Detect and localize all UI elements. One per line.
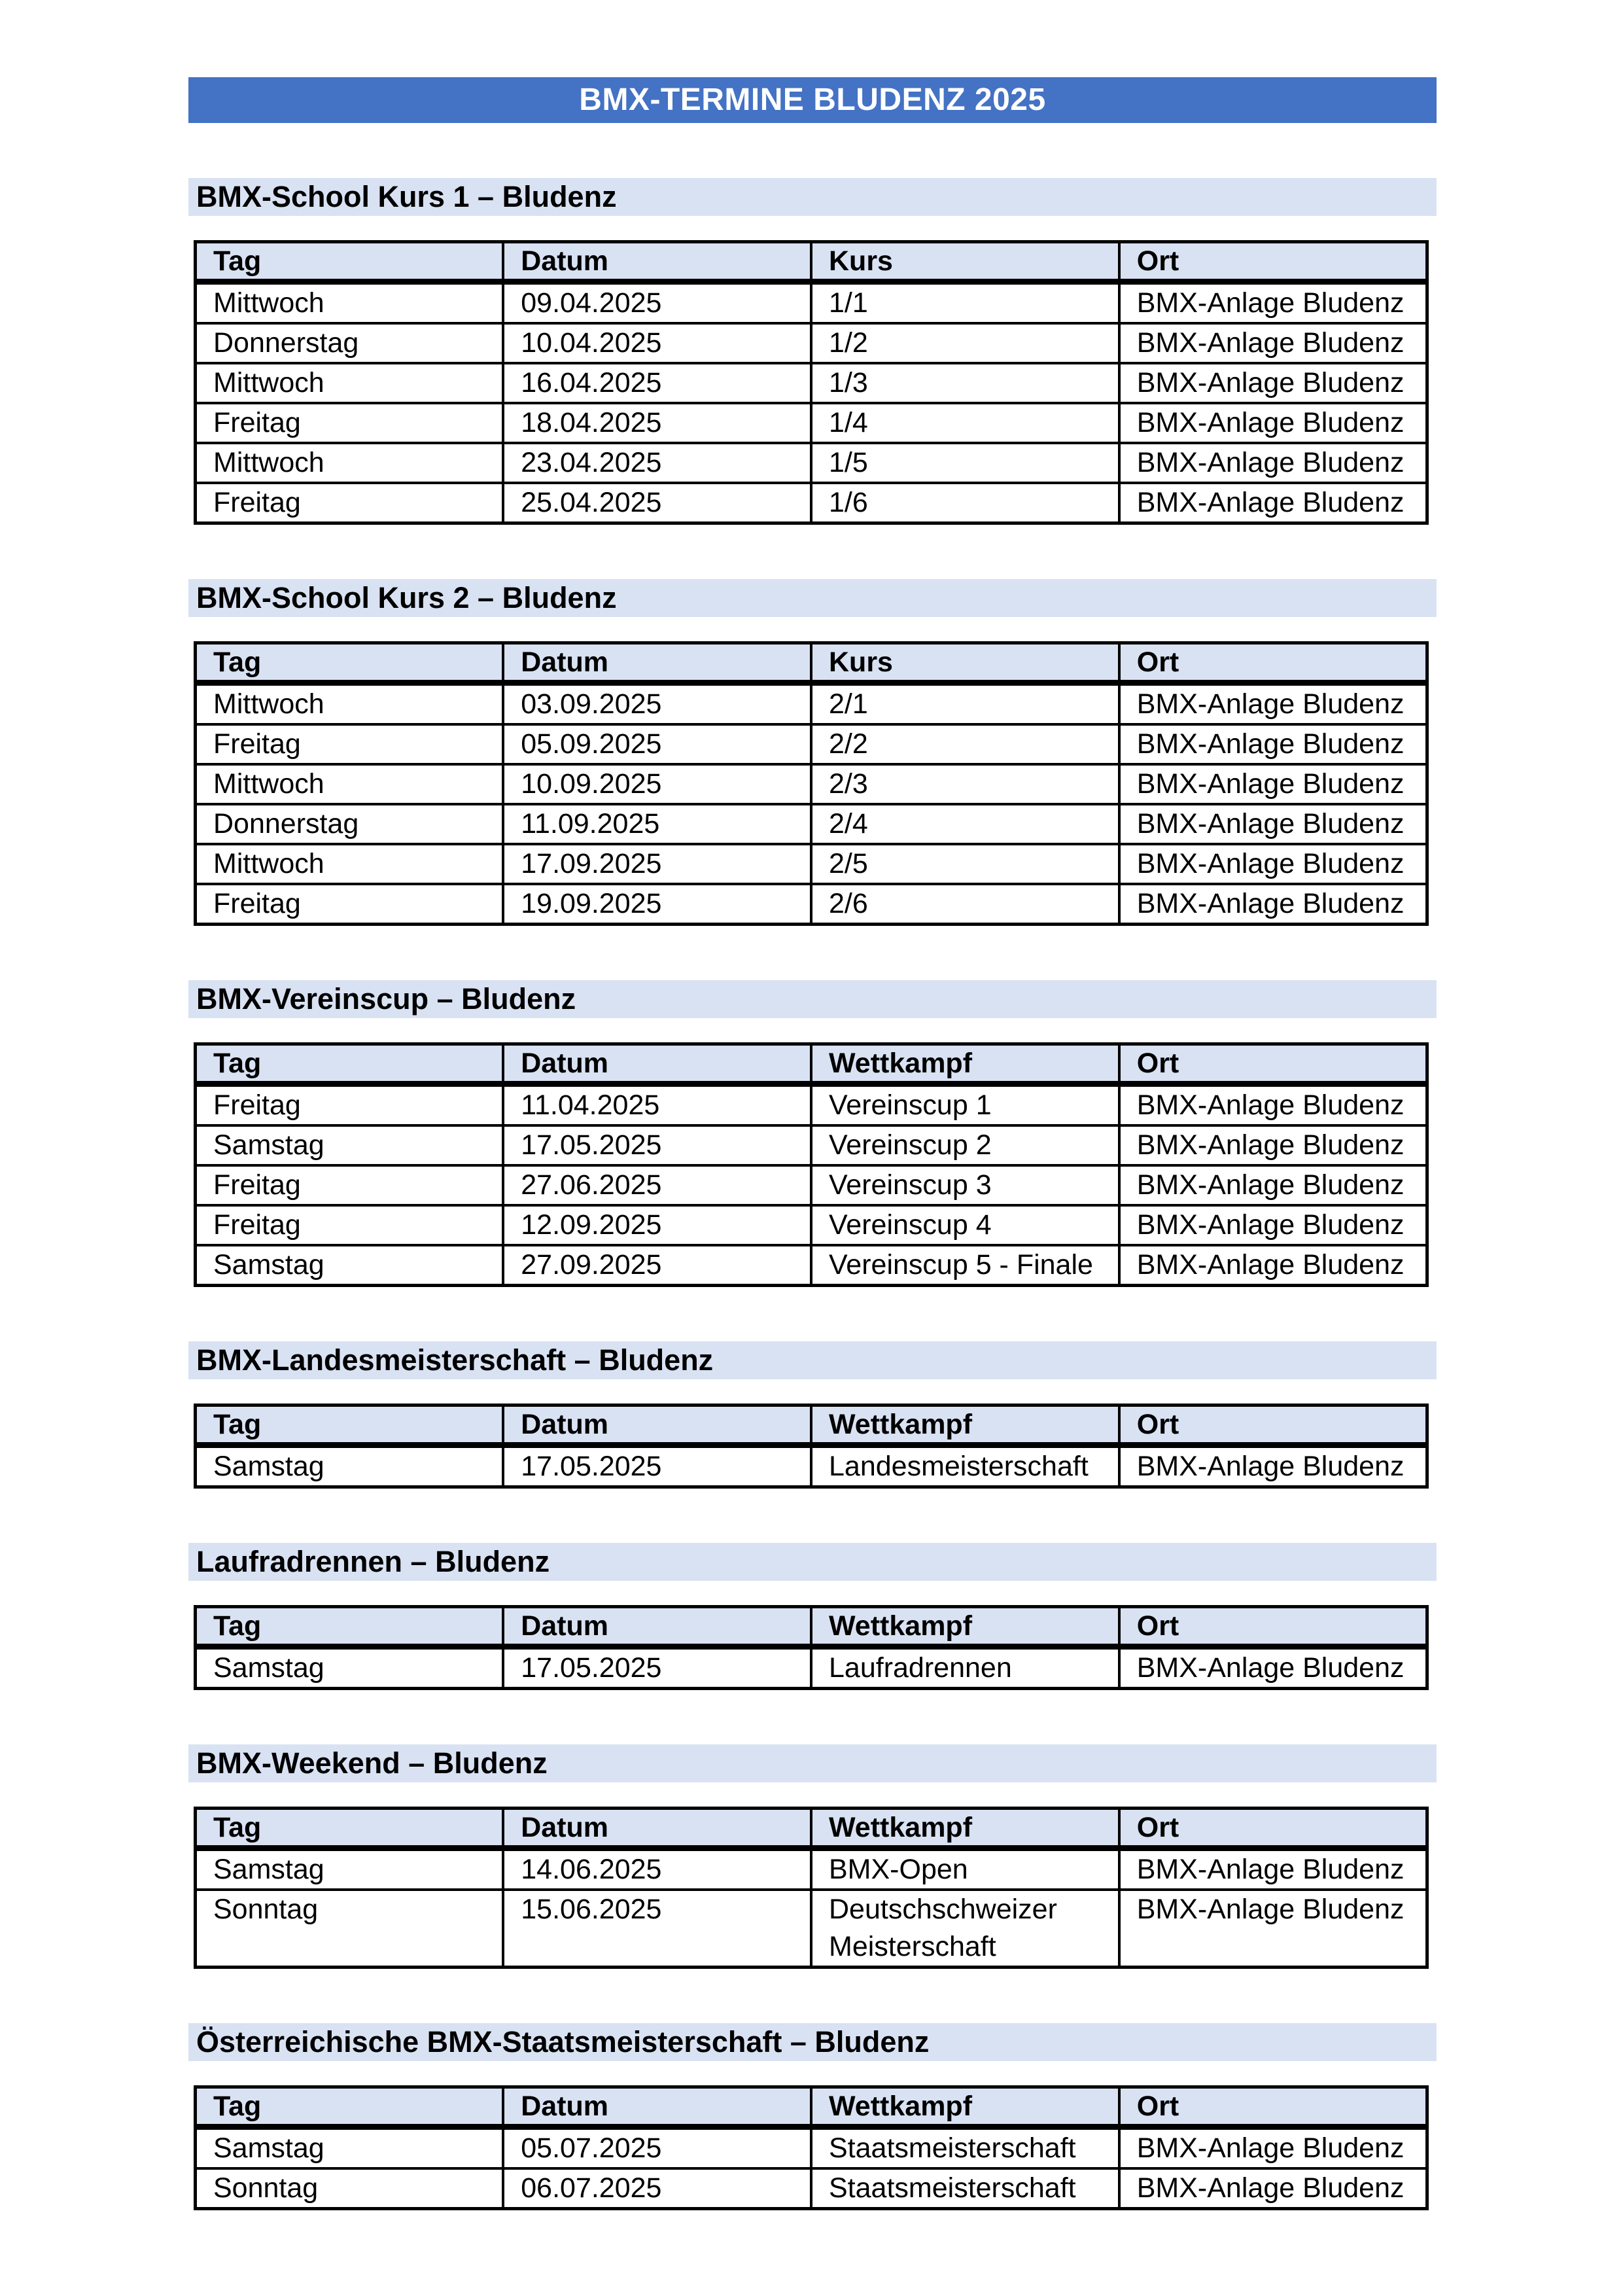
table-cell: 16.04.2025 [503, 363, 811, 403]
column-header-wettkampf: Wettkampf [811, 1809, 1119, 1848]
table-row [196, 2168, 1427, 2209]
table-cell: BMX-Anlage Bludenz [1119, 1205, 1427, 1245]
table-cell: BMX-Anlage Bludenz [1119, 724, 1427, 764]
table-row [196, 1084, 1427, 1126]
table-cell: Vereinscup 1 [811, 1084, 1119, 1126]
table-row [196, 1445, 1427, 1487]
table-cell: 27.06.2025 [503, 1165, 811, 1205]
table-cell: Sonntag [196, 1890, 504, 1968]
table-cell: BMX-Anlage Bludenz [1119, 323, 1427, 363]
table-cell: 11.04.2025 [503, 1084, 811, 1126]
table-cell: 17.09.2025 [503, 844, 811, 884]
table-cell: BMX-Anlage Bludenz [1119, 282, 1427, 324]
table-header-row [196, 2087, 1427, 2127]
column-header-tag: Tag [196, 1044, 504, 1084]
table-cell: 05.07.2025 [503, 2127, 811, 2169]
column-header-ort: Ort [1119, 1405, 1427, 1445]
table-cell: Samstag [196, 1445, 504, 1487]
table-cell: 25.04.2025 [503, 483, 811, 523]
table-cell: Freitag [196, 724, 504, 764]
table-row [196, 443, 1427, 483]
table-row [196, 282, 1427, 324]
table-row [196, 1205, 1427, 1245]
column-header-ort: Ort [1119, 242, 1427, 282]
table-head [196, 1044, 1427, 1084]
column-header-tag: Tag [196, 2087, 504, 2127]
column-header-datum: Datum [503, 643, 811, 683]
column-header-wettkampf: Wettkampf [811, 1405, 1119, 1445]
page-title: BMX-TERMINE BLUDENZ 2025 [579, 82, 1046, 117]
table-cell: 1/1 [811, 282, 1119, 324]
table-head [196, 1607, 1427, 1647]
table-cell: Deutschschweizer Meisterschaft [811, 1890, 1119, 1968]
table-cell: Samstag [196, 1125, 504, 1165]
column-header-ort: Ort [1119, 2087, 1427, 2127]
table-cell: 1/5 [811, 443, 1119, 483]
table-cell: 18.04.2025 [503, 403, 811, 443]
table-cell: 23.04.2025 [503, 443, 811, 483]
table-cell: Mittwoch [196, 363, 504, 403]
table-row [196, 483, 1427, 523]
table-cell: BMX-Anlage Bludenz [1119, 1445, 1427, 1487]
table-cell: Mittwoch [196, 844, 504, 884]
table-row [196, 1890, 1427, 1968]
table-cell: BMX-Anlage Bludenz [1119, 1125, 1427, 1165]
section-laufradrennen [188, 1543, 1437, 1690]
column-header-ort: Ort [1119, 1809, 1427, 1848]
table-header-row [196, 1405, 1427, 1445]
table-header-row [196, 1809, 1427, 1848]
table-cell: 2/2 [811, 724, 1119, 764]
table-cell: Freitag [196, 1084, 504, 1126]
column-header-wettkampf: Wettkampf [811, 2087, 1119, 2127]
table-cell: BMX-Anlage Bludenz [1119, 844, 1427, 884]
schedule-table [194, 1404, 1429, 1489]
table-body [196, 683, 1427, 925]
table-cell: Freitag [196, 1205, 504, 1245]
table-body [196, 1084, 1427, 1286]
column-header-ort: Ort [1119, 643, 1427, 683]
page-content [188, 77, 1437, 2265]
table-head [196, 2087, 1427, 2127]
table-head [196, 1405, 1427, 1445]
table-cell: Vereinscup 3 [811, 1165, 1119, 1205]
table-cell: 15.06.2025 [503, 1890, 811, 1968]
table-cell: BMX-Open [811, 1848, 1119, 1890]
table-head [196, 242, 1427, 282]
table-header-row [196, 1044, 1427, 1084]
table-head [196, 1809, 1427, 1848]
table-cell: Staatsmeisterschaft [811, 2168, 1119, 2209]
table-cell: Vereinscup 4 [811, 1205, 1119, 1245]
table-cell: BMX-Anlage Bludenz [1119, 443, 1427, 483]
spacer [188, 123, 1437, 178]
table-cell: 19.09.2025 [503, 884, 811, 925]
table-cell: BMX-Anlage Bludenz [1119, 1245, 1427, 1286]
table-cell: Laufradrennen [811, 1647, 1119, 1689]
table-cell: Freitag [196, 483, 504, 523]
table-cell: 10.09.2025 [503, 764, 811, 804]
column-header-datum: Datum [503, 242, 811, 282]
section-title: BMX-Vereinscup – Bludenz [188, 980, 1437, 1018]
table-cell: Samstag [196, 1848, 504, 1890]
table-header-row [196, 643, 1427, 683]
table-cell: 17.05.2025 [503, 1647, 811, 1689]
schedule-table [194, 1605, 1429, 1690]
schedule-table [194, 2085, 1429, 2210]
table-row [196, 764, 1427, 804]
table-row [196, 804, 1427, 844]
column-header-kurs: Kurs [811, 242, 1119, 282]
table-row [196, 363, 1427, 403]
table-cell: Samstag [196, 1245, 504, 1286]
column-header-tag: Tag [196, 1405, 504, 1445]
table-cell: Vereinscup 2 [811, 1125, 1119, 1165]
table-cell: 1/3 [811, 363, 1119, 403]
column-header-wettkampf: Wettkampf [811, 1607, 1119, 1647]
table-cell: BMX-Anlage Bludenz [1119, 1848, 1427, 1890]
table-body [196, 282, 1427, 523]
section-title: BMX-School Kurs 2 – Bludenz [188, 579, 1437, 617]
table-cell: BMX-Anlage Bludenz [1119, 1890, 1427, 1968]
table-body [196, 1445, 1427, 1487]
table-row [196, 1647, 1427, 1689]
column-header-tag: Tag [196, 242, 504, 282]
table-cell: Freitag [196, 403, 504, 443]
table-cell: 2/5 [811, 844, 1119, 884]
table-cell: Freitag [196, 884, 504, 925]
schedule-table [194, 641, 1429, 926]
table-cell: 2/1 [811, 683, 1119, 725]
table-head [196, 643, 1427, 683]
table-cell: 10.04.2025 [503, 323, 811, 363]
table-row [196, 2127, 1427, 2169]
table-cell: BMX-Anlage Bludenz [1119, 804, 1427, 844]
table-cell: 17.05.2025 [503, 1445, 811, 1487]
section-bmx-landesmeisterschaft [188, 1341, 1437, 1489]
schedule-table [194, 240, 1429, 525]
table-cell: 2/4 [811, 804, 1119, 844]
column-header-datum: Datum [503, 2087, 811, 2127]
table-row [196, 683, 1427, 725]
table-cell: BMX-Anlage Bludenz [1119, 884, 1427, 925]
table-row [196, 724, 1427, 764]
table-cell: 17.05.2025 [503, 1125, 811, 1165]
section-staatsmeisterschaft [188, 2023, 1437, 2210]
table-cell: Mittwoch [196, 764, 504, 804]
table-row [196, 884, 1427, 925]
table-cell: Mittwoch [196, 683, 504, 725]
table-cell: BMX-Anlage Bludenz [1119, 2168, 1427, 2209]
table-cell: 11.09.2025 [503, 804, 811, 844]
table-row [196, 1165, 1427, 1205]
column-header-datum: Datum [503, 1405, 811, 1445]
table-cell: 1/4 [811, 403, 1119, 443]
schedule-table [194, 1807, 1429, 1969]
column-header-ort: Ort [1119, 1607, 1427, 1647]
table-cell: BMX-Anlage Bludenz [1119, 764, 1427, 804]
table-cell: 1/2 [811, 323, 1119, 363]
column-header-datum: Datum [503, 1044, 811, 1084]
schedule-table [194, 1042, 1429, 1287]
table-cell: BMX-Anlage Bludenz [1119, 683, 1427, 725]
section-title: BMX-Landesmeisterschaft – Bludenz [188, 1341, 1437, 1379]
table-row [196, 403, 1427, 443]
table-cell: 2/6 [811, 884, 1119, 925]
table-cell: 27.09.2025 [503, 1245, 811, 1286]
table-cell: 2/3 [811, 764, 1119, 804]
column-header-tag: Tag [196, 1809, 504, 1848]
table-cell: 06.07.2025 [503, 2168, 811, 2209]
column-header-kurs: Kurs [811, 643, 1119, 683]
table-cell: Sonntag [196, 2168, 504, 2209]
table-header-row [196, 242, 1427, 282]
section-bmx-school-kurs-1 [188, 178, 1437, 525]
table-cell: Staatsmeisterschaft [811, 2127, 1119, 2169]
column-header-wettkampf: Wettkampf [811, 1044, 1119, 1084]
table-cell: Vereinscup 5 - Finale [811, 1245, 1119, 1286]
table-cell: 1/6 [811, 483, 1119, 523]
column-header-tag: Tag [196, 643, 504, 683]
table-cell: Donnerstag [196, 323, 504, 363]
table-row [196, 323, 1427, 363]
table-cell: 05.09.2025 [503, 724, 811, 764]
table-body [196, 1848, 1427, 1968]
table-cell: Donnerstag [196, 804, 504, 844]
table-cell: 09.04.2025 [503, 282, 811, 324]
section-bmx-school-kurs-2 [188, 579, 1437, 926]
section-bmx-vereinscup [188, 980, 1437, 1287]
column-header-ort: Ort [1119, 1044, 1427, 1084]
table-row [196, 1848, 1427, 1890]
section-bmx-weekend [188, 1744, 1437, 1969]
table-row [196, 1245, 1427, 1286]
table-cell: BMX-Anlage Bludenz [1119, 2127, 1427, 2169]
table-cell: 03.09.2025 [503, 683, 811, 725]
table-cell: Samstag [196, 2127, 504, 2169]
table-cell: BMX-Anlage Bludenz [1119, 1647, 1427, 1689]
column-header-datum: Datum [503, 1809, 811, 1848]
table-cell: Freitag [196, 1165, 504, 1205]
table-cell: BMX-Anlage Bludenz [1119, 363, 1427, 403]
table-cell: Mittwoch [196, 282, 504, 324]
table-cell: BMX-Anlage Bludenz [1119, 403, 1427, 443]
table-row [196, 1125, 1427, 1165]
table-body [196, 2127, 1427, 2209]
table-cell: Mittwoch [196, 443, 504, 483]
table-cell: BMX-Anlage Bludenz [1119, 483, 1427, 523]
section-title: BMX-School Kurs 1 – Bludenz [188, 178, 1437, 216]
section-title: BMX-Weekend – Bludenz [188, 1744, 1437, 1782]
column-header-datum: Datum [503, 1607, 811, 1647]
section-title: Laufradrennen – Bludenz [188, 1543, 1437, 1581]
section-title: Österreichische BMX-Staatsmeisterschaft – Bludenz [188, 2023, 1437, 2061]
table-cell: 14.06.2025 [503, 1848, 811, 1890]
table-cell: BMX-Anlage Bludenz [1119, 1084, 1427, 1126]
table-cell: 12.09.2025 [503, 1205, 811, 1245]
table-cell: Landesmeisterschaft [811, 1445, 1119, 1487]
table-body [196, 1647, 1427, 1689]
title-banner [188, 77, 1437, 123]
table-cell: BMX-Anlage Bludenz [1119, 1165, 1427, 1205]
table-header-row [196, 1607, 1427, 1647]
table-cell: Samstag [196, 1647, 504, 1689]
column-header-tag: Tag [196, 1607, 504, 1647]
table-row [196, 844, 1427, 884]
